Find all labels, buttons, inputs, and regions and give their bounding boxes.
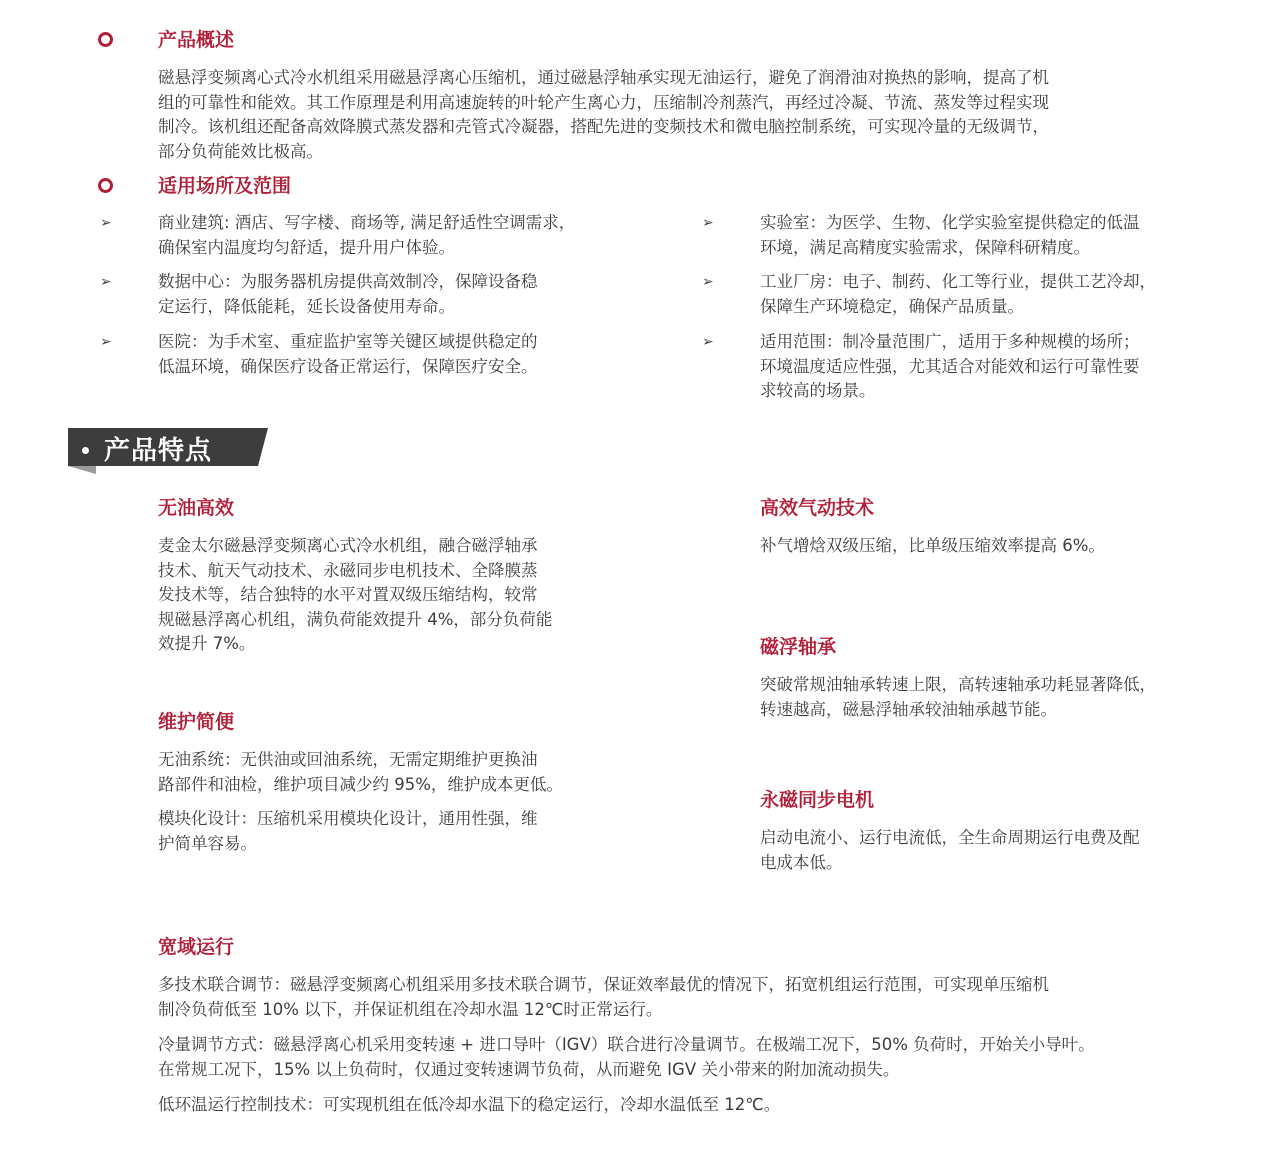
arrow-bullet-icon: ➢: [100, 334, 112, 350]
feature-line: 突破常规油轴承转速上限，高转速轴承功耗显著降低，: [760, 675, 1156, 694]
wide-title: 宽域运行: [158, 936, 235, 958]
section-ring-icon: [98, 32, 113, 47]
aero-title: 高效气动技术: [760, 497, 875, 519]
application-line: 求较高的场景。: [760, 381, 876, 400]
arrow-bullet-icon: ➢: [100, 274, 112, 290]
feature-line: 模块化设计：压缩机采用模块化设计，通用性强，维: [158, 809, 538, 828]
application-item: [760, 330, 1240, 404]
motor-title: 永磁同步电机: [760, 789, 875, 811]
feature-line: 冷量调节方式：磁悬浮离心机采用变转速 + 进口导叶（IGV）联合进行冷量调节。在极端工况下，50% 负荷时，开始关小导叶。: [158, 1035, 1095, 1054]
feature-line: 补气增焓双级压缩，比单级压缩效率提高 6%。: [760, 536, 1105, 555]
feature-line: 在常规工况下，15% 以上负荷时，仅通过变转速调节负荷，从而避免 IGV 关小带来的附加流动损失。: [158, 1059, 900, 1079]
application-item: [760, 270, 1240, 319]
overview-line: 组的可靠性和能效。其工作原理是利用高速旋转的叶轮产生离心力，压缩制冷剂蒸汽，再经过冷凝、节流、蒸发等过程实现: [158, 92, 1049, 112]
arrow-bullet-icon: ➢: [702, 274, 714, 290]
feature-line: 规磁悬浮离心机组，满负荷能效提升 4%，部分负荷能: [158, 609, 553, 629]
maintenance-title: 维护简便: [158, 711, 235, 733]
application-line: 商业建筑: 酒店、写字楼、商场等, 满足舒适性空调需求，: [158, 213, 576, 232]
feature-line: 制冷负荷低至 10% 以下，并保证机组在冷却水温 12℃时正常运行。: [158, 999, 663, 1019]
overview-text: [158, 66, 1238, 164]
overview-line: 制冷。该机组还配备高效降膜式蒸发器和壳管式冷凝器，搭配先进的变频技术和微电脑控制系统，可实现冷量的无级调节，: [158, 117, 1049, 136]
application-line: 数据中心：为服务器机房提供高效制冷，保障设备稳: [158, 272, 538, 291]
application-line: 保障生产环境稳定，确保产品质量。: [760, 296, 1024, 316]
bearing-text: [760, 673, 1240, 722]
feature-line: 效提升 7%。: [158, 634, 256, 653]
oil-free-text: [158, 534, 638, 657]
aero-text: [760, 534, 1240, 559]
arrow-bullet-icon: ➢: [100, 215, 112, 231]
application-line: 环境温度适应性强，尤其适合对能效和运行可靠性要: [760, 356, 1140, 376]
maintenance-text-2: [158, 807, 638, 856]
feature-line: 护简单容易。: [158, 833, 257, 853]
arrow-bullet-icon: ➢: [702, 334, 714, 350]
features-banner: [68, 428, 268, 474]
wide-text-2: [158, 1033, 1248, 1082]
application-item: [158, 211, 638, 260]
arrow-bullet-icon: ➢: [702, 215, 714, 231]
overview-line: 部分负荷能效比极高。: [158, 141, 323, 161]
feature-line: 技术、航天气动技术、永磁同步电机技术、全降膜蒸: [158, 560, 538, 580]
feature-line: 无油系统：无供油或回油系统，无需定期维护更换油: [158, 750, 538, 769]
bearing-title: 磁浮轴承: [760, 636, 837, 658]
application-item: [158, 270, 638, 319]
feature-line: 启动电流小、运行电流低，全生命周期运行电费及配: [760, 828, 1140, 847]
features-banner-title: 产品特点: [104, 436, 213, 466]
oil-free-title: 无油高效: [158, 497, 235, 519]
feature-line: 路部件和油检，维护项目减少约 95%，维护成本更低。: [158, 774, 563, 794]
application-line: 医院：为手术室、重症监护室等关键区域提供稳定的: [158, 332, 538, 351]
application-line: 定运行，降低能耗，延长设备使用寿命。: [158, 296, 455, 316]
application-item: [158, 330, 638, 379]
application-line: 工业厂房：电子、制药、化工等行业，提供工艺冷却，: [760, 272, 1156, 291]
application-line: 适用范围：制冷量范围广，适用于多种规模的场所；: [760, 332, 1140, 351]
section-ring-icon: [98, 178, 113, 193]
application-line: 确保室内温度均匀舒适，提升用户体验。: [158, 237, 455, 257]
application-item: [760, 211, 1240, 260]
feature-line: 多技术联合调节：磁悬浮变频离心机组采用多技术联合调节，保证效率最优的情况下，拓宽机组运行范围，可实现单压缩机: [158, 975, 1049, 994]
applications-title: 适用场所及范围: [158, 175, 292, 197]
feature-line: 转速越高，磁悬浮轴承较油轴承越节能。: [760, 699, 1057, 719]
feature-line: 发技术等，结合独特的水平对置双级压缩结构，较常: [158, 585, 538, 604]
banner-dot-icon: [82, 447, 89, 454]
feature-line: 麦金太尔磁悬浮变频离心式冷水机组，融合磁浮轴承: [158, 536, 538, 555]
motor-text: [760, 826, 1240, 875]
feature-line: 低环温运行控制技术：可实现机组在低冷却水温下的稳定运行，冷却水温低至 12℃。: [158, 1095, 781, 1114]
maintenance-text-1: [158, 748, 638, 797]
wide-text-3: [158, 1093, 1248, 1118]
overview-line: 磁悬浮变频离心式冷水机组采用磁悬浮离心压缩机，通过磁悬浮轴承实现无油运行，避免了润滑油对换热的影响，提高了机: [158, 68, 1049, 87]
application-line: 环境，满足高精度实验需求，保障科研精度。: [760, 237, 1090, 257]
overview-title: 产品概述: [158, 29, 235, 51]
application-line: 低温环境，确保医疗设备正常运行，保障医疗安全。: [158, 356, 538, 376]
application-line: 实验室：为医学、生物、化学实验室提供稳定的低温: [760, 213, 1140, 232]
wide-text-1: [158, 973, 1248, 1022]
feature-line: 电成本低。: [760, 852, 843, 872]
